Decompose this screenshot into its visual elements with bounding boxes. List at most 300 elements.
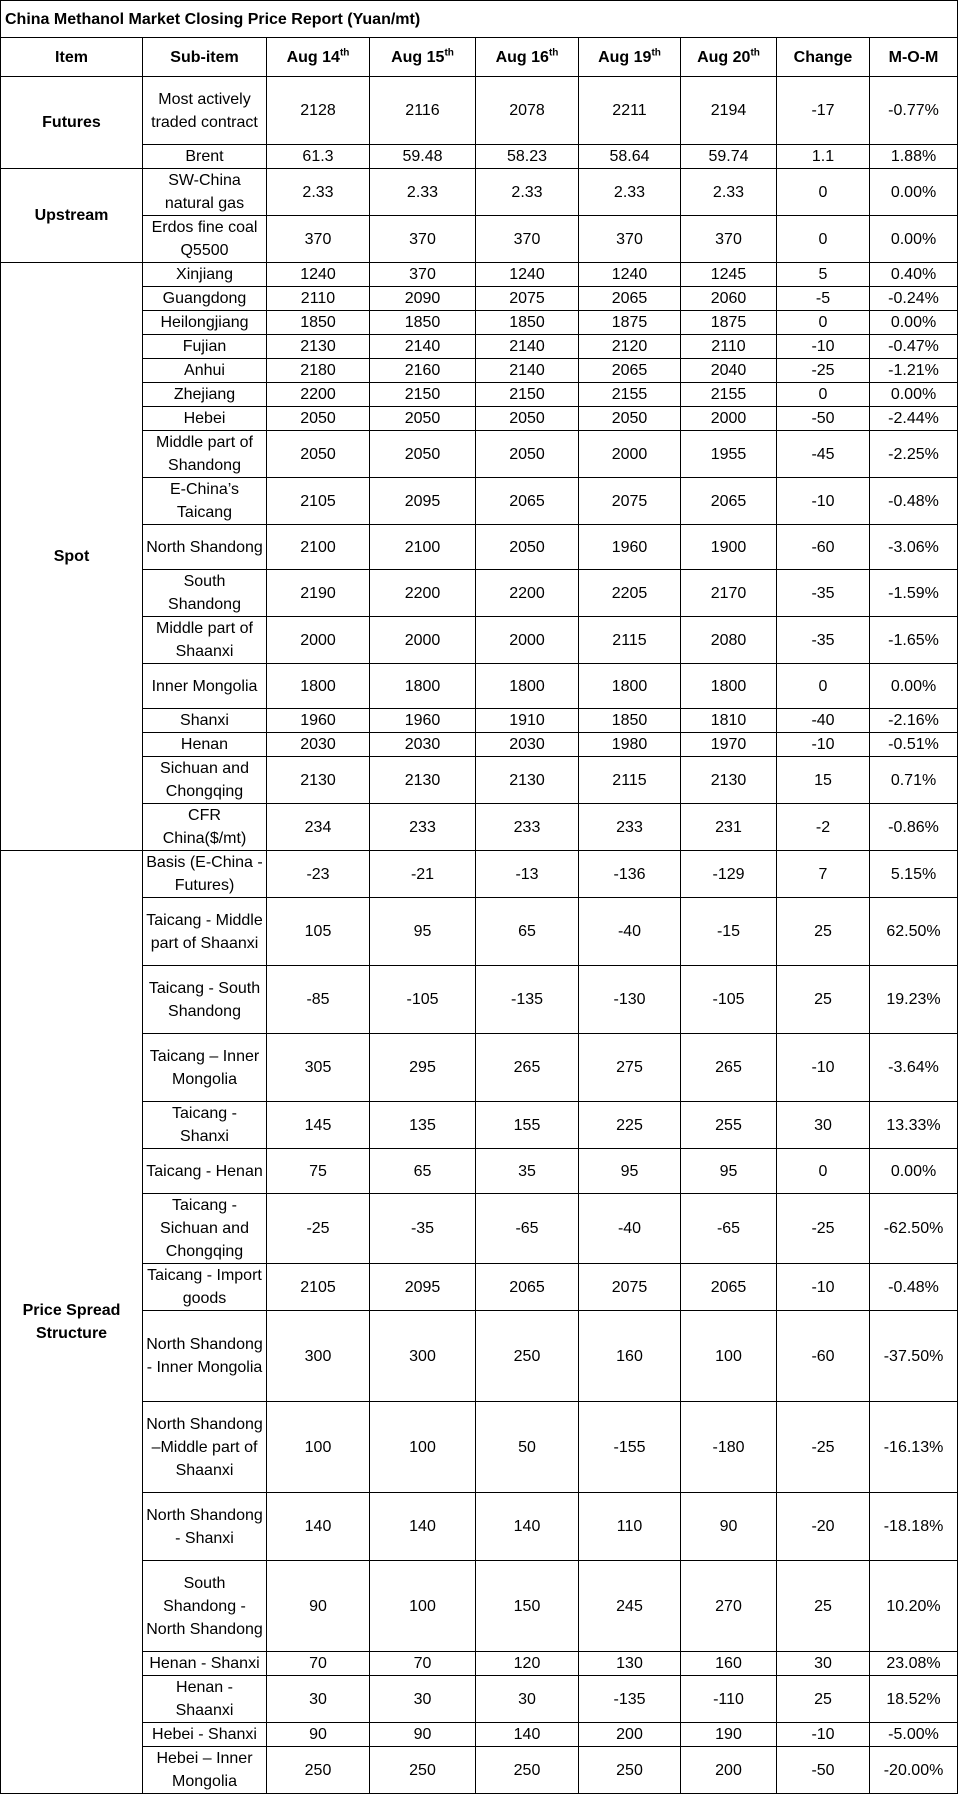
change-cell: 0 [777,216,870,263]
price-cell: 59.74 [681,145,777,169]
change-cell: -10 [777,335,870,359]
price-cell: 135 [370,1102,476,1149]
price-cell: 2030 [370,733,476,757]
table-row [1,311,958,335]
price-cell: 90 [681,1493,777,1561]
table-row [1,145,958,169]
mom-cell: 62.50% [870,898,958,966]
change-cell: 1.1 [777,145,870,169]
price-cell: 1875 [681,311,777,335]
sub-item-cell: Shanxi [143,709,267,733]
sub-item-cell: Heilongjiang [143,311,267,335]
price-cell: 65 [476,898,579,966]
table-row [1,617,958,664]
mom-cell: 0.00% [870,311,958,335]
price-cell: 1970 [681,733,777,757]
price-cell: 140 [476,1723,579,1747]
change-cell: -5 [777,287,870,311]
sub-item-cell: Basis (E-China - Futures) [143,851,267,898]
price-cell: 370 [476,216,579,263]
sub-item-cell: South Shandong [143,570,267,617]
header-date-label: Aug 19 [598,48,652,66]
price-cell: 1850 [579,709,681,733]
price-cell: 140 [370,1493,476,1561]
header-date-suffix: th [750,47,760,59]
price-cell: 2050 [370,407,476,431]
price-cell: 30 [476,1676,579,1723]
mom-cell: -2.16% [870,709,958,733]
change-cell: -35 [777,570,870,617]
price-cell: 2100 [267,525,370,570]
table-row [1,1194,958,1264]
mom-cell: -5.00% [870,1723,958,1747]
table-row [1,478,958,525]
mom-cell: 0.00% [870,664,958,709]
change-cell: -2 [777,804,870,851]
table-row [1,804,958,851]
mom-cell: -2.25% [870,431,958,478]
price-cell: 30 [370,1676,476,1723]
price-cell: 1240 [579,263,681,287]
price-cell: 231 [681,804,777,851]
table-row [1,287,958,311]
sub-item-cell: Henan [143,733,267,757]
change-cell: 25 [777,898,870,966]
item-cell: Spot [1,263,143,851]
table-row [1,1676,958,1723]
price-cell: 2000 [681,407,777,431]
header-date-suffix: th [548,47,559,59]
price-cell: 1810 [681,709,777,733]
price-cell: -21 [370,851,476,898]
price-cell: 2090 [370,287,476,311]
change-cell: 25 [777,1561,870,1652]
change-cell: 0 [777,311,870,335]
sub-item-cell: Taicang - Shanxi [143,1102,267,1149]
header-date [681,38,777,77]
price-cell: 2105 [267,478,370,525]
change-cell: -20 [777,1493,870,1561]
table-row [1,407,958,431]
table-row [1,1747,958,1794]
mom-cell: -0.24% [870,287,958,311]
price-cell: 70 [370,1652,476,1676]
sub-item-cell: Henan - Shanxi [143,1652,267,1676]
table-row [1,709,958,733]
price-cell: 2130 [370,757,476,804]
table-row [1,525,958,570]
price-cell: 155 [476,1102,579,1149]
price-cell: 160 [681,1652,777,1676]
price-cell: 370 [267,216,370,263]
price-cell: 1800 [681,664,777,709]
price-cell: 250 [579,1747,681,1794]
change-cell: -17 [777,77,870,145]
price-cell: 2130 [267,335,370,359]
sub-item-cell: Anhui [143,359,267,383]
table-row [1,1493,958,1561]
change-cell: -45 [777,431,870,478]
mom-cell: -0.47% [870,335,958,359]
price-cell: 2115 [579,617,681,664]
price-cell: 2105 [267,1264,370,1311]
price-cell: 2200 [267,383,370,407]
sub-item-cell: Taicang - Middle part of Shaanxi [143,898,267,966]
change-cell: -60 [777,1311,870,1402]
price-cell: 2150 [370,383,476,407]
price-cell: 1980 [579,733,681,757]
price-cell: 2040 [681,359,777,383]
price-cell: 305 [267,1034,370,1102]
price-cell: 1800 [267,664,370,709]
header-date [370,38,476,77]
mom-cell: -0.86% [870,804,958,851]
price-cell: 234 [267,804,370,851]
price-cell: -105 [681,966,777,1034]
change-cell: 0 [777,169,870,216]
table-row [1,1149,958,1194]
table-row [1,77,958,145]
table-row [1,216,958,263]
price-cell: -25 [267,1194,370,1264]
sub-item-cell: CFR China($/mt) [143,804,267,851]
price-cell: 100 [370,1561,476,1652]
sub-item-cell: Hebei [143,407,267,431]
mom-cell: -0.51% [870,733,958,757]
price-cell: 50 [476,1402,579,1493]
price-cell: 370 [370,263,476,287]
sub-item-cell: Sichuan and Chongqing [143,757,267,804]
change-cell: 0 [777,383,870,407]
price-cell: 2160 [370,359,476,383]
table-row [1,383,958,407]
change-cell: 30 [777,1652,870,1676]
price-cell: 75 [267,1149,370,1194]
price-cell: 58.64 [579,145,681,169]
header-date-suffix: th [651,47,661,59]
price-cell: 2050 [267,407,370,431]
sub-item-cell: E-China’s Taicang [143,478,267,525]
mom-cell: 5.15% [870,851,958,898]
mom-cell: 19.23% [870,966,958,1034]
price-cell: 2075 [579,478,681,525]
price-cell: 1245 [681,263,777,287]
header-sub-item: Sub-item [143,38,267,77]
sub-item-cell: Hebei – Inner Mongolia [143,1747,267,1794]
price-cell: 100 [370,1402,476,1493]
sub-item-cell: North Shandong - Shanxi [143,1493,267,1561]
report-body [1,77,958,1794]
price-cell: 2.33 [681,169,777,216]
price-cell: 2190 [267,570,370,617]
price-cell: 250 [267,1747,370,1794]
price-cell: -40 [579,1194,681,1264]
price-cell: 190 [681,1723,777,1747]
header-date [476,38,579,77]
sub-item-cell: Xinjiang [143,263,267,287]
price-cell: 110 [579,1493,681,1561]
table-row [1,1034,958,1102]
price-cell: 2180 [267,359,370,383]
price-cell: 2170 [681,570,777,617]
sub-item-cell: South Shandong - North Shandong [143,1561,267,1652]
price-cell: 2030 [267,733,370,757]
price-cell: 140 [267,1493,370,1561]
price-cell: 300 [370,1311,476,1402]
mom-cell: -3.64% [870,1034,958,1102]
price-cell: 2140 [370,335,476,359]
change-cell: -25 [777,1194,870,1264]
price-cell: 233 [370,804,476,851]
price-cell: 2155 [579,383,681,407]
change-cell: 5 [777,263,870,287]
table-row [1,1264,958,1311]
price-cell: -110 [681,1676,777,1723]
price-cell: 200 [579,1723,681,1747]
change-cell: -25 [777,359,870,383]
price-cell: 2000 [579,431,681,478]
sub-item-cell: Middle part of Shaanxi [143,617,267,664]
price-cell: 2.33 [579,169,681,216]
table-row [1,664,958,709]
price-cell: 2128 [267,77,370,145]
sub-item-cell: Fujian [143,335,267,359]
price-cell: 1960 [267,709,370,733]
price-cell: 35 [476,1149,579,1194]
table-row [1,851,958,898]
sub-item-cell: Erdos fine coal Q5500 [143,216,267,263]
table-row [1,335,958,359]
table-row [1,757,958,804]
table-row [1,1652,958,1676]
mom-cell: -1.65% [870,617,958,664]
change-cell: 25 [777,1676,870,1723]
price-cell: 150 [476,1561,579,1652]
price-cell: 265 [476,1034,579,1102]
header-date-label: Aug 20 [697,48,751,66]
change-cell: 0 [777,664,870,709]
change-cell: -60 [777,525,870,570]
price-cell: 2116 [370,77,476,145]
header-date-label: Aug 14 [286,48,340,66]
mom-cell: 0.00% [870,216,958,263]
mom-cell: 18.52% [870,1676,958,1723]
price-cell: 2130 [681,757,777,804]
price-cell: 145 [267,1102,370,1149]
price-cell: 30 [267,1676,370,1723]
price-cell: 2140 [476,359,579,383]
price-cell: 370 [681,216,777,263]
change-cell: -35 [777,617,870,664]
sub-item-cell: Zhejiang [143,383,267,407]
table-row [1,1561,958,1652]
sub-item-cell: Most actively traded contract [143,77,267,145]
mom-cell: -16.13% [870,1402,958,1493]
change-cell: -50 [777,1747,870,1794]
price-cell: 1910 [476,709,579,733]
price-cell: 2050 [370,431,476,478]
price-cell: 2155 [681,383,777,407]
price-cell: 370 [370,216,476,263]
price-cell: 1850 [476,311,579,335]
price-cell: 65 [370,1149,476,1194]
sub-item-cell: North Shandong - Inner Mongolia [143,1311,267,1402]
header-change: Change [777,38,870,77]
price-cell: 2200 [476,570,579,617]
sub-item-cell: Henan - Shaanxi [143,1676,267,1723]
change-cell: -25 [777,1402,870,1493]
table-row [1,1402,958,1493]
price-cell: -65 [476,1194,579,1264]
price-cell: 2130 [267,757,370,804]
price-cell: 270 [681,1561,777,1652]
price-cell: 70 [267,1652,370,1676]
mom-cell: 0.40% [870,263,958,287]
price-cell: 370 [579,216,681,263]
header-date-label: Aug 16 [495,48,549,66]
price-cell: 2060 [681,287,777,311]
report-title: China Methanol Market Closing Price Report (Yuan/mt) [1,1,958,38]
price-cell: 2065 [579,287,681,311]
mom-cell: 1.88% [870,145,958,169]
price-cell: 2120 [579,335,681,359]
header-date-suffix: th [339,47,350,59]
price-cell: 1960 [370,709,476,733]
price-cell: 90 [267,1561,370,1652]
price-cell: 233 [579,804,681,851]
change-cell: 7 [777,851,870,898]
price-cell: 1240 [267,263,370,287]
price-cell: -130 [579,966,681,1034]
price-cell: 2130 [476,757,579,804]
price-cell: 2095 [370,478,476,525]
sub-item-cell: Taicang - Sichuan and Chongqing [143,1194,267,1264]
price-cell: 2100 [370,525,476,570]
price-cell: -40 [579,898,681,966]
price-cell: 1960 [579,525,681,570]
mom-cell: 0.00% [870,1149,958,1194]
sub-item-cell: SW-China natural gas [143,169,267,216]
price-cell: 130 [579,1652,681,1676]
price-cell: 2065 [476,478,579,525]
mom-cell: 10.20% [870,1561,958,1652]
price-cell: 2110 [267,287,370,311]
table-row [1,570,958,617]
mom-cell: -1.59% [870,570,958,617]
price-cell: 2078 [476,77,579,145]
mom-cell: -0.48% [870,1264,958,1311]
change-cell: 30 [777,1102,870,1149]
header-row [1,38,958,77]
mom-cell: -0.48% [870,478,958,525]
change-cell: -40 [777,709,870,733]
sub-item-cell: Taicang - Import goods [143,1264,267,1311]
sub-item-cell: North Shandong –Middle part of Shaanxi [143,1402,267,1493]
price-cell: 2200 [370,570,476,617]
change-cell: -10 [777,1264,870,1311]
mom-cell: -18.18% [870,1493,958,1561]
header-item: Item [1,38,143,77]
table-row [1,966,958,1034]
price-cell: 2194 [681,77,777,145]
price-cell: 1955 [681,431,777,478]
price-cell: -15 [681,898,777,966]
price-cell: 250 [476,1311,579,1402]
price-cell: 1900 [681,525,777,570]
table-row [1,1102,958,1149]
price-cell: 2.33 [476,169,579,216]
price-cell: 1875 [579,311,681,335]
sub-item-cell: Taicang – Inner Mongolia [143,1034,267,1102]
price-cell: -155 [579,1402,681,1493]
price-cell: 225 [579,1102,681,1149]
mom-cell: 0.00% [870,169,958,216]
change-cell: -10 [777,733,870,757]
table-row [1,359,958,383]
price-cell: 2075 [476,287,579,311]
price-cell: -136 [579,851,681,898]
item-cell: Upstream [1,169,143,263]
price-cell: 2205 [579,570,681,617]
sub-item-cell: Hebei - Shanxi [143,1723,267,1747]
change-cell: -10 [777,1723,870,1747]
header-mom: M-O-M [870,38,958,77]
mom-cell: 0.71% [870,757,958,804]
change-cell: 0 [777,1149,870,1194]
price-cell: 1800 [370,664,476,709]
sub-item-cell: Middle part of Shandong [143,431,267,478]
mom-cell: 23.08% [870,1652,958,1676]
price-cell: 200 [681,1747,777,1794]
header-date [579,38,681,77]
price-cell: 2050 [476,431,579,478]
price-cell: 2150 [476,383,579,407]
table-row [1,733,958,757]
mom-cell: -3.06% [870,525,958,570]
table-row [1,1723,958,1747]
change-cell: -50 [777,407,870,431]
price-cell: 1800 [579,664,681,709]
price-cell: 105 [267,898,370,966]
mom-cell: -0.77% [870,77,958,145]
price-cell: -135 [476,966,579,1034]
price-cell: 250 [476,1747,579,1794]
price-cell: 2065 [681,1264,777,1311]
price-cell: 1850 [370,311,476,335]
price-cell: 2140 [476,335,579,359]
price-cell: 2095 [370,1264,476,1311]
table-row [1,263,958,287]
mom-cell: -2.44% [870,407,958,431]
price-cell: 61.3 [267,145,370,169]
price-cell: 245 [579,1561,681,1652]
price-cell: 295 [370,1034,476,1102]
price-cell: 58.23 [476,145,579,169]
sub-item-cell: Taicang - South Shandong [143,966,267,1034]
price-cell: 2030 [476,733,579,757]
price-cell: 2050 [476,407,579,431]
price-cell: 2.33 [370,169,476,216]
price-cell: 2000 [267,617,370,664]
price-cell: 2065 [579,359,681,383]
price-cell: 59.48 [370,145,476,169]
price-cell: -85 [267,966,370,1034]
sub-item-cell: Brent [143,145,267,169]
price-cell: 2050 [476,525,579,570]
change-cell: -10 [777,478,870,525]
price-cell: -129 [681,851,777,898]
price-cell: 2000 [370,617,476,664]
